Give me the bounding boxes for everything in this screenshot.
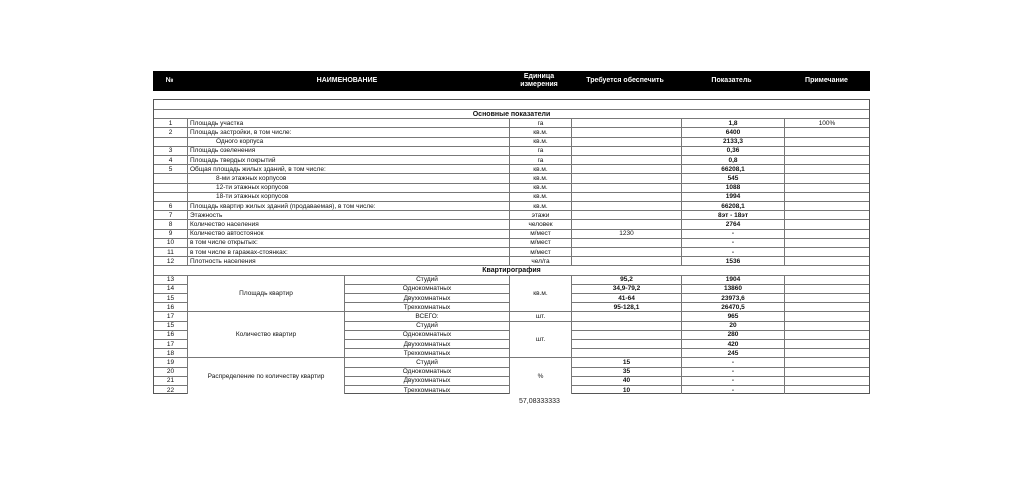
row-type: Трехкомнатных — [344, 303, 509, 311]
row-unit: кв.м. — [509, 202, 571, 210]
row-name: Одного корпуса — [187, 138, 509, 146]
row-unit: шт. — [509, 312, 571, 320]
table-row — [154, 127, 869, 136]
row-type: Однокомнатных — [344, 368, 509, 376]
row-unit: га — [509, 119, 571, 127]
row-required — [571, 184, 681, 192]
row-value: 1904 — [681, 276, 784, 284]
row-num: 17 — [166, 340, 175, 348]
table-row — [154, 256, 869, 265]
row-value: 0,8 — [681, 156, 784, 164]
row-num: 2 — [168, 128, 173, 136]
row-name: Общая площадь жилых зданий, в том числе: — [187, 165, 509, 173]
row-value: 1,8 — [681, 119, 784, 127]
row-unit: кв.м. — [509, 184, 571, 192]
row-name: 18-ти этажных корпусов — [187, 193, 509, 201]
row-note — [784, 257, 869, 265]
row-note — [784, 174, 869, 182]
row-name: в том числе в гаражах-стоянках: — [187, 248, 509, 256]
row-num: 10 — [166, 239, 175, 247]
row-note — [784, 248, 869, 256]
row-num: 22 — [166, 386, 175, 394]
row-num — [154, 193, 187, 201]
footer-value: 57,08333333 — [519, 398, 560, 405]
row-note — [784, 294, 869, 302]
row-required: 10 — [571, 386, 681, 394]
group-label: Распределение по количеству квартир — [187, 357, 344, 394]
row-num: 18 — [166, 349, 175, 357]
section-apartments: Квартирография — [154, 265, 869, 274]
row-required: 95,2 — [571, 276, 681, 284]
header-unit: Единица измерения — [520, 73, 558, 88]
row-name: 8-ми этажных корпусов — [187, 174, 509, 182]
row-value: 2764 — [681, 220, 784, 228]
row-type: Однокомнатных — [344, 285, 509, 293]
row-num — [154, 174, 187, 182]
row-note — [784, 340, 869, 348]
row-value: 66208,1 — [681, 202, 784, 210]
table-row — [154, 183, 869, 192]
row-required: 40 — [571, 377, 681, 385]
blank-row — [154, 100, 869, 109]
row-note: 100% — [784, 119, 869, 127]
row-required: 41-64 — [571, 294, 681, 302]
row-num: 9 — [168, 230, 173, 238]
row-unit: кв.м. — [509, 165, 571, 173]
row-required — [571, 340, 681, 348]
group-unit: кв.м. — [509, 275, 571, 312]
row-value: 1536 — [681, 257, 784, 265]
row-num: 6 — [168, 202, 173, 210]
row-num: 20 — [166, 368, 175, 376]
row-num: 16 — [166, 331, 175, 339]
row-num: 16 — [166, 303, 175, 311]
row-required — [571, 349, 681, 357]
row-name: Площадь застройки, в том числе: — [187, 128, 509, 136]
row-value: - — [681, 230, 784, 238]
indicators-table — [153, 99, 870, 394]
row-unit: этажи — [509, 211, 571, 219]
row-num: 13 — [166, 276, 175, 284]
row-note — [784, 312, 869, 320]
group-unit: шт. — [509, 321, 571, 358]
row-required — [571, 312, 681, 320]
row-num: 14 — [166, 285, 175, 293]
row-note — [784, 239, 869, 247]
row-unit: кв.м. — [509, 174, 571, 182]
row-note — [784, 230, 869, 238]
row-num: 7 — [168, 211, 173, 219]
row-required — [571, 156, 681, 164]
row-required — [571, 165, 681, 173]
table-row — [154, 210, 869, 219]
row-num: 12 — [166, 257, 175, 265]
row-unit: м/мест — [509, 239, 571, 247]
row-note — [784, 358, 869, 366]
group-label: Площадь квартир — [187, 275, 344, 312]
table-row — [154, 247, 869, 256]
row-unit: м/мест — [509, 248, 571, 256]
row-type: Двухкомнатных — [344, 294, 509, 302]
table-row — [154, 173, 869, 182]
row-type: Трехкомнатных — [344, 386, 509, 394]
row-note — [784, 303, 869, 311]
row-note — [784, 211, 869, 219]
table-row — [154, 118, 869, 127]
row-value: 23973,6 — [681, 294, 784, 302]
row-required — [571, 128, 681, 136]
row-value: 1088 — [681, 184, 784, 192]
row-type: Однокомнатных — [344, 331, 509, 339]
row-note — [784, 368, 869, 376]
row-required: 1230 — [571, 230, 681, 238]
row-type: Двухкомнатных — [344, 377, 509, 385]
row-type: Студий — [344, 276, 509, 284]
row-num: 17 — [166, 312, 175, 320]
row-num — [154, 138, 187, 146]
row-unit: человек — [509, 220, 571, 228]
table-row — [154, 137, 869, 146]
row-note — [784, 202, 869, 210]
row-required — [571, 193, 681, 201]
row-note — [784, 156, 869, 164]
row-value: 965 — [681, 312, 784, 320]
row-unit: кв.м. — [509, 128, 571, 136]
header-value: Показатель — [711, 77, 752, 84]
row-value: 545 — [681, 174, 784, 182]
row-name: Площадь озеленения — [187, 147, 509, 155]
table-row — [154, 155, 869, 164]
row-num: 11 — [167, 248, 174, 256]
row-type: ВСЕГО: — [344, 312, 509, 320]
row-name: Количество населения — [187, 220, 509, 228]
row-required — [571, 248, 681, 256]
row-required — [571, 211, 681, 219]
row-name: в том числе открытых: — [187, 239, 509, 247]
row-value: 2133,3 — [681, 138, 784, 146]
row-unit: кв.м. — [509, 138, 571, 146]
row-value: - — [681, 386, 784, 394]
group-unit: % — [509, 357, 571, 394]
row-num: 21 — [166, 377, 175, 385]
header-name: НАИМЕНОВАНИЕ — [316, 77, 378, 84]
row-name: Площадь участка — [187, 119, 509, 127]
row-value: - — [681, 358, 784, 366]
row-value: - — [681, 368, 784, 376]
row-type: Студий — [344, 358, 509, 366]
row-num — [154, 184, 187, 192]
row-note — [784, 220, 869, 228]
row-unit: га — [509, 147, 571, 155]
row-value: - — [681, 248, 784, 256]
row-required: 35 — [571, 368, 681, 376]
table-row — [154, 146, 869, 155]
table-row — [154, 229, 869, 238]
header-required: Требуется обеспечить — [586, 77, 664, 84]
row-name: Этажность — [187, 211, 509, 219]
row-type: Трехкомнатных — [344, 349, 509, 357]
row-note — [784, 285, 869, 293]
row-note — [784, 386, 869, 394]
row-name: Количество автостоянок — [187, 230, 509, 238]
row-note — [784, 165, 869, 173]
row-name: Площадь твердых покрытий — [187, 156, 509, 164]
table-row — [154, 192, 869, 201]
group-label: Количество квартир — [187, 311, 344, 357]
row-name: 12-ти этажных корпусов — [187, 184, 509, 192]
row-num: 19 — [166, 358, 175, 366]
row-required — [571, 331, 681, 339]
row-num: 8 — [168, 220, 173, 228]
row-unit: м/мест — [509, 230, 571, 238]
row-value: 1994 — [681, 193, 784, 201]
row-num: 4 — [168, 156, 173, 164]
row-value: 13860 — [681, 285, 784, 293]
table-row — [154, 164, 869, 173]
row-note — [784, 128, 869, 136]
row-required — [571, 202, 681, 210]
row-num: 15 — [166, 294, 175, 302]
row-note — [784, 377, 869, 385]
table-header — [153, 71, 870, 91]
table-row — [154, 219, 869, 228]
row-note — [784, 349, 869, 357]
row-value: 26470,5 — [681, 303, 784, 311]
row-required — [571, 220, 681, 228]
row-note — [784, 147, 869, 155]
row-type: Двухкомнатных — [344, 340, 509, 348]
row-required — [571, 138, 681, 146]
row-note — [784, 276, 869, 284]
row-num: 15 — [166, 322, 175, 330]
row-value: 6400 — [681, 128, 784, 136]
row-value: 20 — [681, 322, 784, 330]
row-name: Плотность населения — [187, 257, 509, 265]
row-required — [571, 257, 681, 265]
row-value: 8эт - 18эт — [681, 211, 784, 219]
row-required — [571, 322, 681, 330]
row-note — [784, 138, 869, 146]
row-value: 66208,1 — [681, 165, 784, 173]
row-required — [571, 147, 681, 155]
row-num: 1 — [168, 119, 173, 127]
row-value: - — [681, 239, 784, 247]
row-unit: га — [509, 156, 571, 164]
header-num: № — [165, 77, 174, 84]
row-value: 0,36 — [681, 147, 784, 155]
row-required: 95-128,1 — [571, 303, 681, 311]
row-note — [784, 331, 869, 339]
row-value: 245 — [681, 349, 784, 357]
row-required: 15 — [571, 358, 681, 366]
row-type: Студий — [344, 322, 509, 330]
row-name: Площадь квартир жилых зданий (продаваемая), в том числе: — [187, 202, 509, 210]
row-unit: чел/га — [509, 257, 571, 265]
row-note — [784, 322, 869, 330]
row-note — [784, 184, 869, 192]
row-required — [571, 174, 681, 182]
row-num: 5 — [168, 165, 173, 173]
row-value: - — [681, 377, 784, 385]
row-unit: кв.м. — [509, 193, 571, 201]
table-row — [154, 201, 869, 210]
row-required: 34,9-79,2 — [571, 285, 681, 293]
table-row — [154, 238, 869, 247]
row-required — [571, 119, 681, 127]
section-main: Основные показатели — [154, 109, 869, 118]
row-value: 420 — [681, 340, 784, 348]
row-value: 280 — [681, 331, 784, 339]
row-note — [784, 193, 869, 201]
row-num: 3 — [168, 147, 173, 155]
row-required — [571, 239, 681, 247]
header-note: Примечание — [805, 77, 848, 84]
